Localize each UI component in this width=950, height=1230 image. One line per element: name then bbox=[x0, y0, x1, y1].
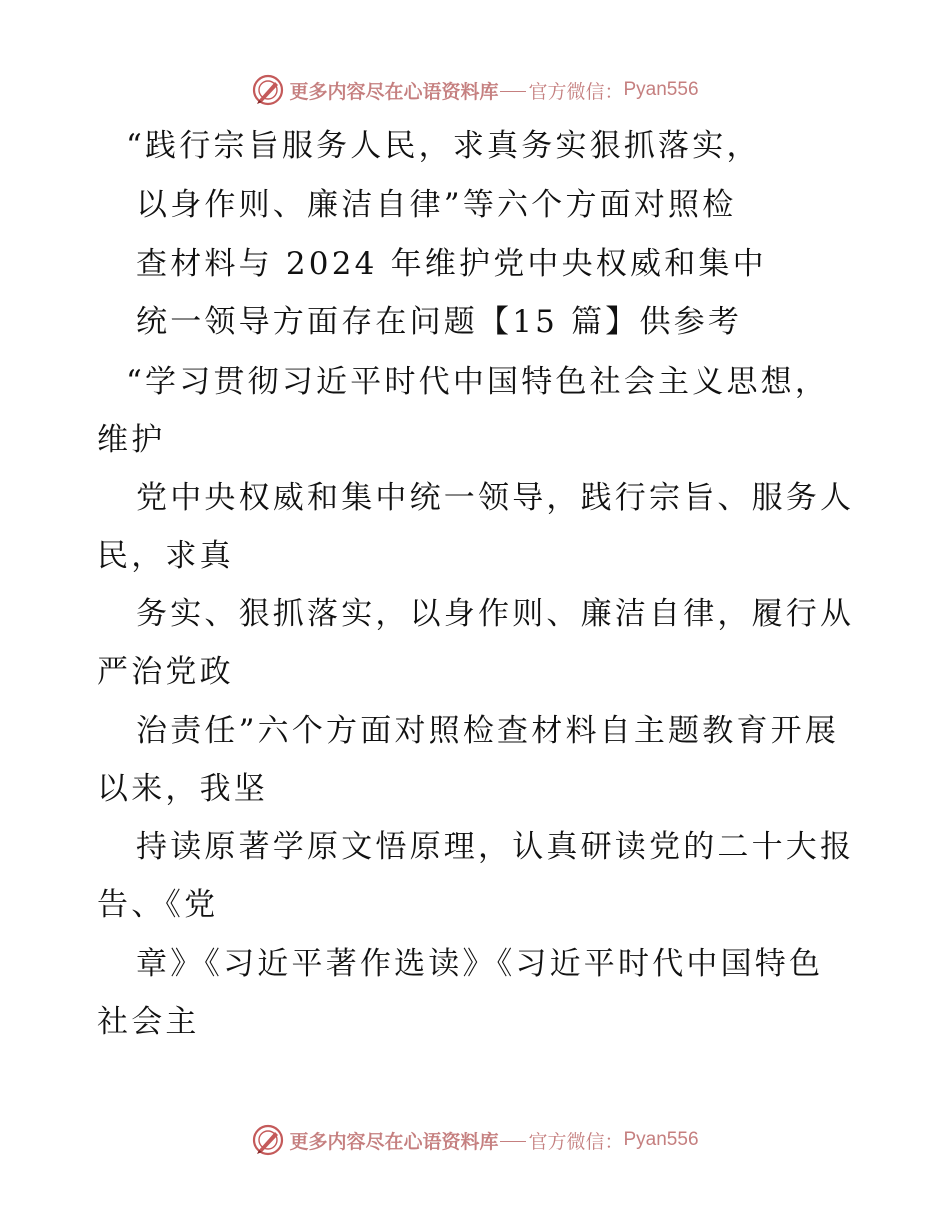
banner-brand-text: 更多内容尽在心语资料库 bbox=[289, 80, 499, 103]
pen-logo-icon bbox=[251, 73, 285, 107]
banner-official-text: 官方微信： bbox=[528, 80, 624, 103]
body-line: 章》《习近平著作选读》《习近平时代中国特色 bbox=[136, 946, 824, 982]
body-line: 治责任”六个方面对照检查材料自主题教育开展 bbox=[136, 713, 840, 749]
body-line: 维护 bbox=[97, 422, 166, 458]
header-banner bbox=[0, 70, 950, 110]
body-line: 社会主 bbox=[97, 1004, 200, 1040]
title-line: “践行宗旨服务人民，求真务实狠抓落实， bbox=[126, 128, 761, 164]
banner-dash bbox=[500, 1141, 526, 1142]
body-line: 持读原著学原文悟原理，认真研读党的二十大报 bbox=[136, 829, 855, 865]
body-line: 告、《党 bbox=[97, 887, 219, 923]
title-line: 统一领导方面存在问题【15 篇】供参考 bbox=[136, 304, 743, 340]
footer-banner bbox=[0, 1120, 950, 1160]
banner-dash bbox=[500, 91, 526, 92]
body-line: 民，求真 bbox=[97, 538, 234, 574]
body-line: 严治党政 bbox=[97, 654, 234, 690]
body-line: 以来，我坚 bbox=[97, 771, 268, 807]
pen-logo-icon bbox=[251, 1123, 285, 1157]
body-line: 务实、狠抓落实，以身作则、廉洁自律，履行从 bbox=[136, 596, 855, 632]
body-line: “学习贯彻习近平时代中国特色社会主义思想， bbox=[126, 364, 830, 400]
body-line: 党中央权威和集中统一领导，践行宗旨、服务人 bbox=[136, 480, 855, 516]
banner-wechat-id: Pyan556 bbox=[623, 1129, 699, 1150]
banner-wechat-id: Pyan556 bbox=[623, 79, 699, 100]
title-line: 以身作则、廉洁自律”等六个方面对照检 bbox=[136, 187, 737, 223]
banner-brand-text: 更多内容尽在心语资料库 bbox=[289, 1130, 499, 1153]
banner-official-text: 官方微信： bbox=[528, 1130, 624, 1153]
title-line: 查材料与 2024 年维护党中央权威和集中 bbox=[136, 246, 767, 282]
